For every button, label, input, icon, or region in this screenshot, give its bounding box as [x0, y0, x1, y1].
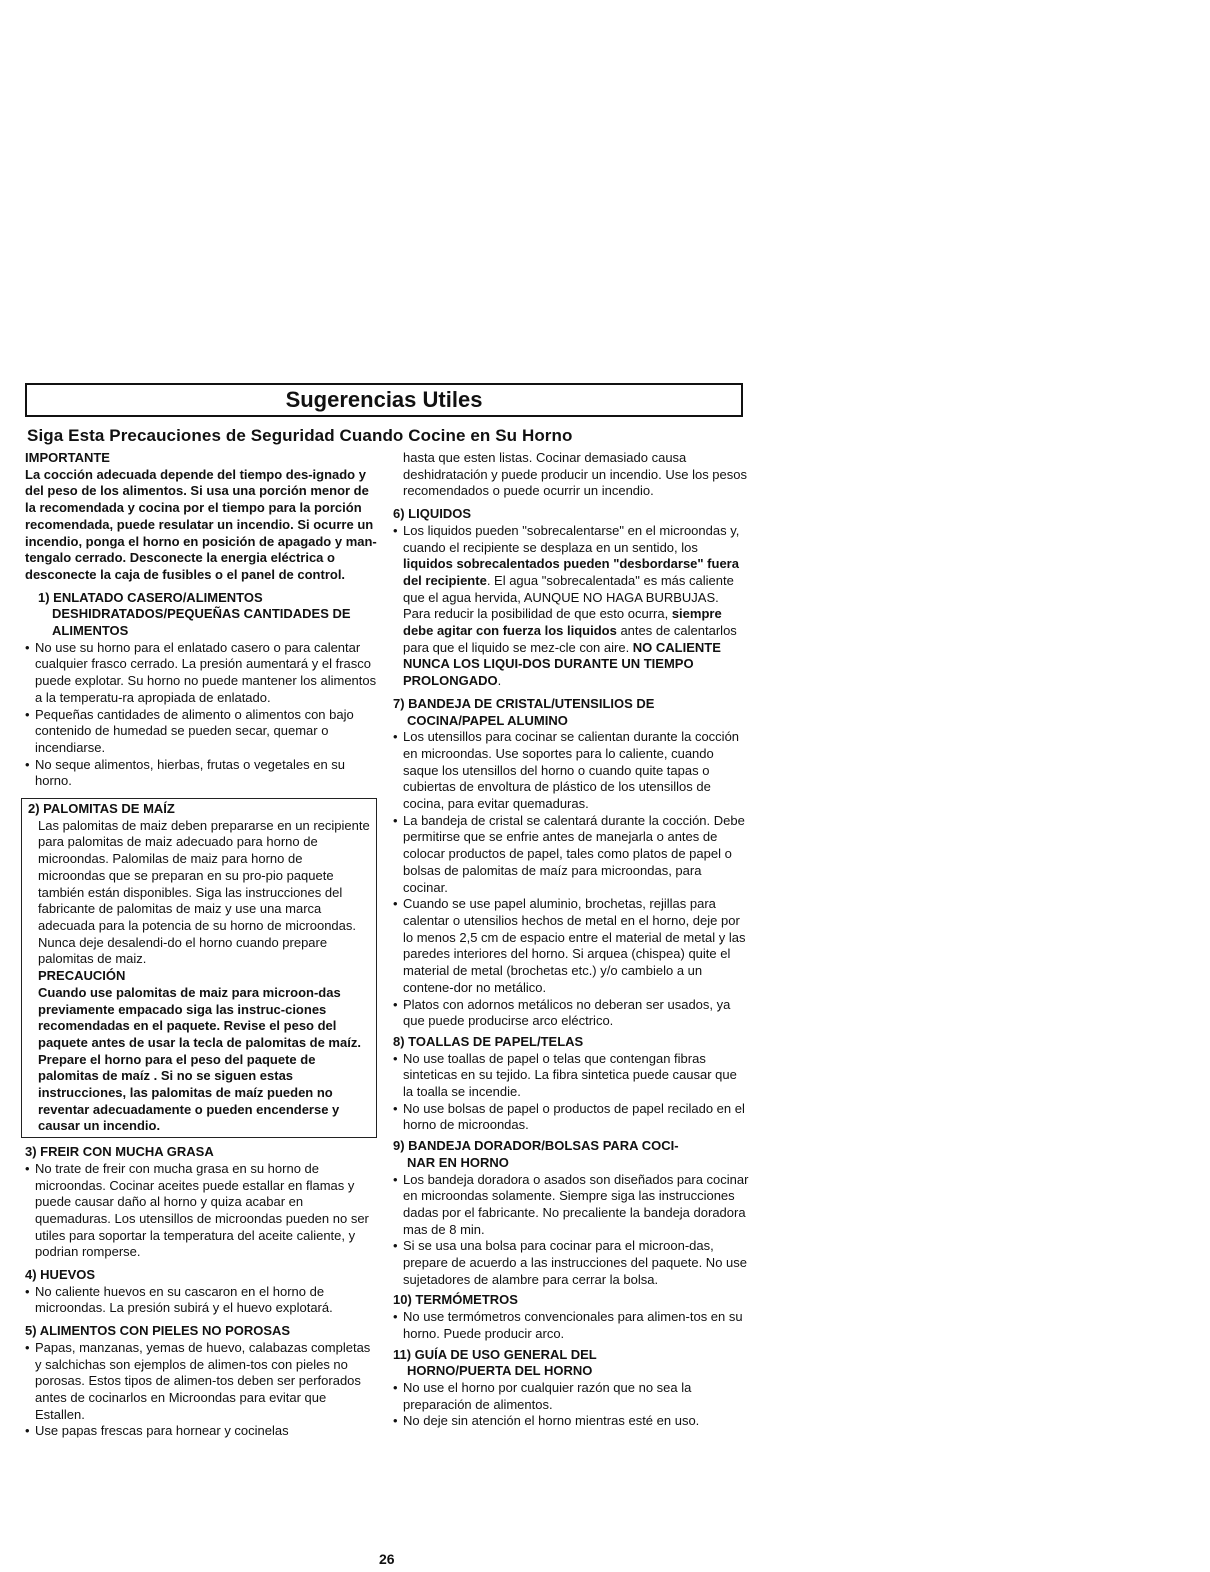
section-8-list: [393, 1051, 749, 1135]
section-1: [25, 590, 377, 790]
section-6-text-g: .: [497, 673, 502, 689]
section-9-heading: [393, 1138, 749, 1171]
section-11-heading-line2: HORNO/PUERTA DEL HORNO: [407, 1363, 593, 1379]
section-4-heading: 4) HUEVOS: [25, 1267, 96, 1283]
left-column: [25, 450, 377, 1440]
section-10-list: [393, 1309, 749, 1342]
section-6: [393, 506, 749, 690]
list-item: • Cuando se use papel aluminio, brochetas, rejillas para calentar o utensilios hechos de metal en el horno, deje por lo menos 2,5 cm de espacio entre el material de metal y las paredes interiores del horno. Si arquea (chispea) quite el material de metal (brochetas etc.) y/o cambielo a un contene-dor no metálico.: [393, 896, 749, 996]
page-subtitle: Siga Esta Precauciones de Seguridad Cuando Cocine en Su Horno: [27, 426, 573, 445]
section-8-heading: 8) TOALLAS DE PAPEL/TELAS: [393, 1033, 584, 1049]
importante-label: IMPORTANTE: [25, 450, 110, 465]
list-item: • Pequeñas cantidades de alimento o alimentos con bajo contenido de humedad se pueden secar, quemar o incendiarse.: [25, 707, 377, 757]
section-6-text-f: NO CALIENTE NUNCA LOS LIQUI-DOS DURANTE UN TIEMPO PROLONGADO: [403, 639, 721, 689]
list-item: • No use termómetros convencionales para alimen-tos en su horno. Puede producir arco.: [393, 1309, 749, 1342]
page-title: Sugerencias Utiles: [285, 387, 483, 412]
section-11-list: [393, 1380, 749, 1430]
section-10-heading: 10) TERMÓMETROS: [393, 1292, 518, 1308]
section-6-text-d: siempre debe agitar con fuerza los liquidos: [403, 606, 722, 639]
section-5-list: [25, 1340, 377, 1440]
section-6-list: [393, 523, 749, 690]
list-item: • La bandeja de cristal se calentará durante la cocción. Debe permitirse que se enfrie antes de manejarla o antes de colocar productos de papel, tales como platos de papel o bolsas de palomitas de maíz para microondas, para cocinar.: [393, 813, 749, 897]
section-5: [25, 1323, 377, 1440]
section-9-list: [393, 1172, 749, 1289]
list-item: • No use su horno para el enlatado casero o para calentar cualquier frasco cerrado. La presión aumentará y el frasco puede explotar. Su horno no puede mantener los alimentos a la temperatu-ra apropiada de enlatado.: [25, 640, 377, 707]
section-6-text-b: liquidos sobrecalentados pueden "desbordarse" fuera del recipiente: [403, 556, 739, 588]
list-item: • Platos con adornos metálicos no deberan ser usados, ya que puede producirse arco eléctrico.: [393, 997, 749, 1030]
section-9-heading-line2: NAR EN HORNO: [407, 1154, 509, 1170]
importante-text: La cocción adecuada depende del tiempo des-ignado y del peso de los alimentos. Si usa una porción menor de la recomendada y cocina por el tiempo para la porción recomendada, puede resulatar un incendio. Si ocurre un incendio, ponga el horno en posición de apagado y man-tengalo cerrado. Desconecte la energia eléctrica o desconecte la caja de fusibles o el panel de control.: [25, 466, 377, 582]
list-item: • Los bandeja doradora o asados son diseñados para cocinar en microondas solamente. Siempre siga las instrucciones dadas por el fabricante. No precaliente la bandeja doradora mas de 8 min.: [393, 1172, 749, 1239]
precaucion-text: Cuando use palomitas de maiz para microon-das previamente empacado siga las instruc-ciones recomendadas en el paquete. Revise el peso del paquete antes de usar la tecla de palomitas de maíz. Prepare el horno para el peso del paquete de palomitas de maíz . Si no se siguen estas instrucciones, las palomitas de maíz pueden no reventar adecuadamente o pueden encenderse y causar un incendio.: [38, 984, 361, 1134]
list-item: • No trate de freir con mucha grasa en su horno de microondas. Cocinar aceites puede estallar en flamas y puede causar daño al horno y quiza acabar en quemaduras. Los utensillos de microondas pueden no ser utiles para soportar la temperatura del aceite caliente, y podrian romperse.: [25, 1161, 377, 1261]
list-item: • No use bolsas de papel o productos de papel recilado en el horno de microondas.: [393, 1101, 749, 1134]
section-3-list: [25, 1161, 377, 1261]
section-2-text: Las palomitas de maiz deben prepararse en un recipiente para palomitas de maiz adecuado para horno de microondas. Palomilas de maiz para horno de microondas que se preparan en su pro-pio paquete también están disponibles. Siga las instrucciones del fabricante de palomitas de maiz y use una marca adecuada para la potencia de su horno de microondas. Nunca deje desalendi-do el horno cuando prepare palomitas de maiz.: [38, 817, 370, 967]
list-item: • Los utensillos para cocinar se calientan durante la cocción en microondas. Use soportes para lo caliente, cuando saque los utensillos del horno o cuando quite tapas o cubiertas de envoltura de plástico de los utensillos de cocina, para evitar quemaduras.: [393, 729, 749, 813]
precaucion-label: PRECAUCIÓN: [38, 968, 126, 984]
section-6-text-e: antes de calentarlos para que el liquido se mez-cle con aire.: [403, 623, 737, 655]
list-item: • No deje sin atención el horno mientras esté en uso.: [393, 1413, 749, 1430]
section-3: [25, 1144, 377, 1261]
section-7: [393, 696, 749, 1030]
section-4-list: [25, 1284, 377, 1317]
section-1-heading-line1: 1) ENLATADO CASERO/ALIMENTOS: [38, 589, 263, 605]
section-9-heading-line1: 9) BANDEJA DORADOR/BOLSAS PARA COCI-: [393, 1138, 679, 1154]
section-7-heading-line1: 7) BANDEJA DE CRISTAL/UTENSILIOS DE: [393, 695, 655, 711]
section-1-heading: [25, 590, 377, 640]
right-column: [393, 450, 749, 1430]
list-item: • No use toallas de papel o telas que contengan fibras sinteticas en su tejido. La fibra sintetica puede causar que la toalla se incendie.: [393, 1051, 749, 1101]
list-item: • Use papas frescas para hornear y cocinelas: [25, 1423, 377, 1440]
list-item: • Papas, manzanas, yemas de huevo, calabazas completas y salchichas son ejemplos de alimen-tos con pieles no porosas. Estos tipos de alimen-tos deben ser perforados antes de cocinarlos en Microondas para evitar que Estallen.: [25, 1340, 377, 1424]
section-6-heading: 6) LIQUIDOS: [393, 506, 472, 522]
section-3-heading: 3) FREIR CON MUCHA GRASA: [25, 1144, 214, 1160]
continued-text: hasta que esten listas. Cocinar demasiado causa deshidratación y puede producir un incendio. Use los pesos recomendados o puede ocurrir un incendio.: [403, 450, 747, 499]
section-11-heading: [393, 1347, 749, 1380]
section-6-text-a: Los liquidos pueden "sobrecalentarse" en el microondas y, cuando el recipiente se desplaza en un sentido, los: [403, 522, 740, 555]
section-2-heading: 2) PALOMITAS DE MAÍZ: [28, 801, 175, 817]
section-9: [393, 1138, 749, 1288]
section-1-heading-line2: DESHIDRATADOS/PEQUEÑAS CANTIDADES DE ALIMENTOS: [52, 606, 351, 639]
section-10: [393, 1292, 749, 1342]
section-6-text-c: . El agua "sobrecalentada" es más caliente que el agua hervida, AUNQUE NO HAGA BURBUJAS. Para reducir la posibilidad de que esto ocurra,: [403, 572, 734, 622]
section-11: [393, 1347, 749, 1431]
list-item: • Si se usa una bolsa para cocinar para el microon-das, prepare de acuerdo a las instrucciones del paquete. No use sujetadores de alambre para cerrar la bolsa.: [393, 1238, 749, 1288]
section-5-heading: 5) ALIMENTOS CON PIELES NO POROSAS: [25, 1323, 291, 1339]
page-number: 26: [379, 1551, 395, 1567]
section-8: [393, 1034, 749, 1134]
section-7-heading: [393, 696, 749, 729]
list-item: • No use el horno por cualquier razón que no sea la preparación de alimentos.: [393, 1380, 749, 1413]
section-4: [25, 1267, 377, 1317]
list-item: • No caliente huevos en su cascaron en el horno de microondas. La presión subirá y el huevo explotará.: [25, 1284, 377, 1317]
list-item: [393, 523, 749, 690]
section-7-heading-line2: COCINA/PAPEL ALUMINO: [407, 712, 568, 728]
section-11-heading-line1: 11) GUÍA DE USO GENERAL DEL: [393, 1346, 597, 1362]
section-7-list: [393, 729, 749, 1030]
section-1-list: [25, 640, 377, 790]
page-title-box: [25, 383, 743, 417]
list-item: • No seque alimentos, hierbas, frutas o vegetales en su horno.: [25, 757, 377, 790]
section-2-box: [21, 798, 377, 1138]
